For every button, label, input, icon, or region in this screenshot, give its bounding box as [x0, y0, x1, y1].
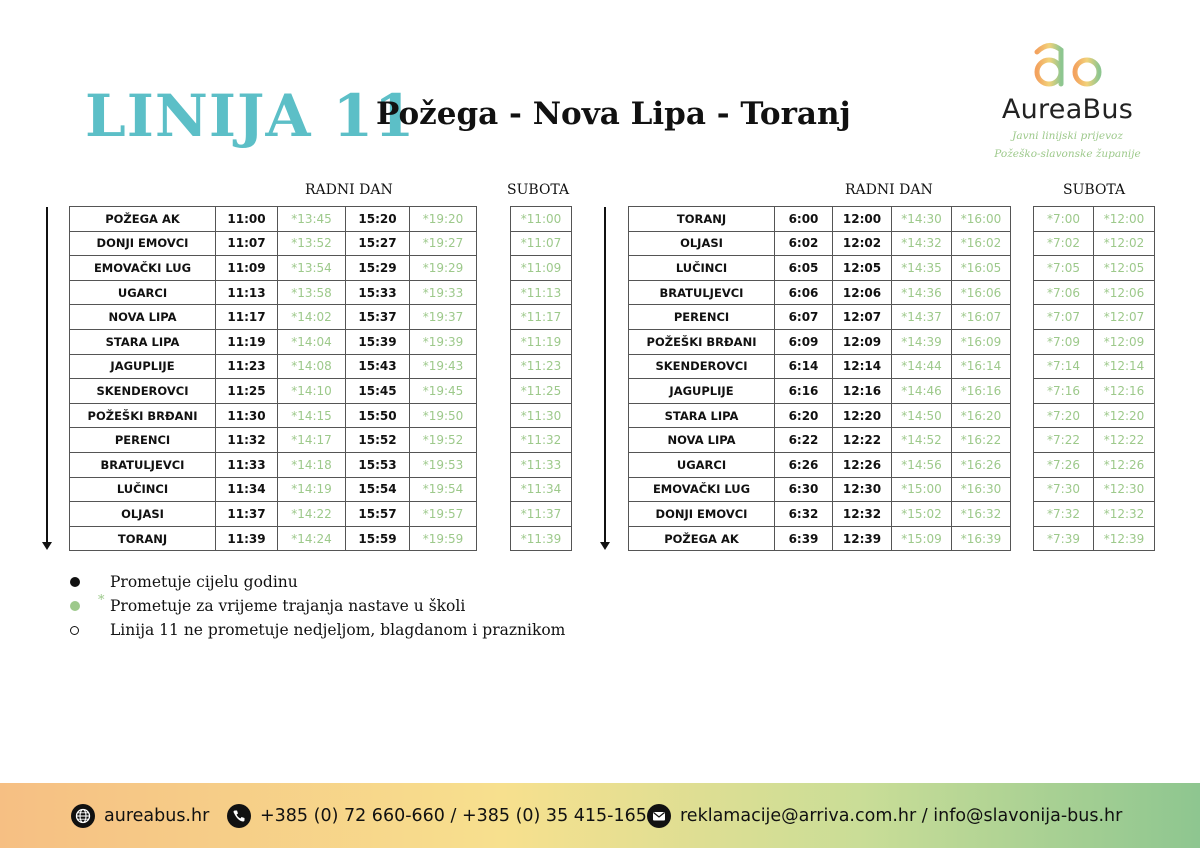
table-row — [629, 526, 1011, 551]
departure-time: *7:00 — [1034, 207, 1094, 232]
table-row — [511, 477, 572, 502]
departure-time: 11:30 — [216, 403, 278, 428]
departure-time: 6:00 — [775, 207, 833, 232]
departure-time: *19:45 — [410, 379, 477, 404]
stop-name: POŽEGA AK — [629, 526, 775, 551]
departure-time: *7:14 — [1034, 354, 1094, 379]
departure-time: 11:07 — [216, 231, 278, 256]
stop-name: NOVA LIPA — [70, 305, 216, 330]
departure-time: 6:26 — [775, 452, 833, 477]
departure-time: *16:22 — [952, 428, 1011, 453]
departure-time: 15:27 — [346, 231, 410, 256]
departure-time: *14:39 — [892, 329, 952, 354]
table-row — [511, 305, 572, 330]
departure-time: *14:56 — [892, 452, 952, 477]
timetable-pozega-toranj-saturday — [510, 206, 572, 551]
table-row — [1034, 428, 1155, 453]
departure-time: 6:22 — [775, 428, 833, 453]
table-row — [511, 329, 572, 354]
departure-time: *19:59 — [410, 526, 477, 551]
departure-time: 6:32 — [775, 502, 833, 527]
departure-time: *11:19 — [511, 329, 572, 354]
departure-time: 12:14 — [833, 354, 892, 379]
table-row — [511, 526, 572, 551]
departure-time: *12:26 — [1094, 452, 1155, 477]
departure-time: *19:29 — [410, 256, 477, 281]
departure-time: 12:07 — [833, 305, 892, 330]
departure-time: *12:09 — [1094, 329, 1155, 354]
route-title: Požega - Nova Lipa - Toranj — [376, 96, 851, 132]
departure-time: *19:33 — [410, 280, 477, 305]
stop-name: OLJASI — [70, 502, 216, 527]
departure-time: *19:50 — [410, 403, 477, 428]
legend-all-year-text: Prometuje cijelu godinu — [110, 573, 298, 591]
table-row — [1034, 477, 1155, 502]
stop-name: BRATULJEVCI — [629, 280, 775, 305]
departure-time: *14:32 — [892, 231, 952, 256]
timetable-toranj-pozega-saturday — [1033, 206, 1155, 551]
departure-time: 6:09 — [775, 329, 833, 354]
departure-time: 11:37 — [216, 502, 278, 527]
departure-time: 15:50 — [346, 403, 410, 428]
departure-time: 15:37 — [346, 305, 410, 330]
departure-time: *19:53 — [410, 452, 477, 477]
aureabus-logo — [985, 38, 1150, 161]
table-row — [1034, 354, 1155, 379]
table-row — [629, 329, 1011, 354]
logo-tagline-2: Požeško-slavonske županije — [994, 148, 1141, 160]
departure-time: *16:30 — [952, 477, 1011, 502]
stop-name: POŽEŠKI BRĐANI — [629, 329, 775, 354]
departure-time: *16:02 — [952, 231, 1011, 256]
departure-time: 11:17 — [216, 305, 278, 330]
departure-time: *14:44 — [892, 354, 952, 379]
stop-name: TORANJ — [629, 207, 775, 232]
departure-time: *14:19 — [278, 477, 346, 502]
departure-time: *16:14 — [952, 354, 1011, 379]
departure-time: *16:06 — [952, 280, 1011, 305]
departure-time: *16:05 — [952, 256, 1011, 281]
departure-time: 11:34 — [216, 477, 278, 502]
departure-time: *15:02 — [892, 502, 952, 527]
stop-name: TORANJ — [70, 526, 216, 551]
table-row — [1034, 305, 1155, 330]
table-row — [511, 379, 572, 404]
departure-time: 11:23 — [216, 354, 278, 379]
direction-arrow-1 — [46, 207, 48, 548]
legend-no-sunday-text: Linija 11 ne prometuje nedjeljom, blagdanom i praznikom — [110, 621, 566, 639]
departure-time: 15:59 — [346, 526, 410, 551]
table-row — [1034, 231, 1155, 256]
table-row — [629, 477, 1011, 502]
departure-time: 12:26 — [833, 452, 892, 477]
departure-time: *14:36 — [892, 280, 952, 305]
departure-time: *12:06 — [1094, 280, 1155, 305]
departure-time: 11:00 — [216, 207, 278, 232]
stop-name: LUČINCI — [629, 256, 775, 281]
departure-time: *11:32 — [511, 428, 572, 453]
departure-time: *14:46 — [892, 379, 952, 404]
departure-time: *11:13 — [511, 280, 572, 305]
departure-time: *12:07 — [1094, 305, 1155, 330]
table-row — [70, 256, 477, 281]
departure-time: 12:09 — [833, 329, 892, 354]
table-row — [1034, 256, 1155, 281]
stop-name: POŽEŠKI BRĐANI — [70, 403, 216, 428]
stop-name: POŽEGA AK — [70, 207, 216, 232]
legend — [68, 570, 565, 642]
table-row — [1034, 280, 1155, 305]
phones-text: +385 (0) 72 660-660 / +385 (0) 35 415-165 — [260, 805, 647, 826]
departure-time: 11:33 — [216, 452, 278, 477]
departure-time: *7:09 — [1034, 329, 1094, 354]
table-row — [70, 207, 477, 232]
departure-time: 12:00 — [833, 207, 892, 232]
school-asterisk: * — [98, 593, 105, 608]
departure-time: *16:26 — [952, 452, 1011, 477]
departure-time: 15:43 — [346, 354, 410, 379]
departure-time: *19:37 — [410, 305, 477, 330]
departure-time: 6:05 — [775, 256, 833, 281]
table-row — [70, 280, 477, 305]
table-row — [629, 305, 1011, 330]
departure-time: *11:33 — [511, 452, 572, 477]
departure-time: 12:06 — [833, 280, 892, 305]
departure-time: *14:52 — [892, 428, 952, 453]
legend-no-sunday — [68, 618, 565, 642]
departure-time: *16:20 — [952, 403, 1011, 428]
table-row — [70, 526, 477, 551]
table-row — [511, 354, 572, 379]
table-row — [1034, 526, 1155, 551]
departure-time: *13:58 — [278, 280, 346, 305]
departure-time: *12:39 — [1094, 526, 1155, 551]
departure-time: 15:57 — [346, 502, 410, 527]
table-row — [629, 403, 1011, 428]
stop-name: JAGUPLIJE — [629, 379, 775, 404]
timetable-toranj-pozega-weekday — [628, 206, 1011, 551]
departure-time: 12:05 — [833, 256, 892, 281]
departure-time: 11:09 — [216, 256, 278, 281]
departure-time: 6:02 — [775, 231, 833, 256]
departure-time: 15:33 — [346, 280, 410, 305]
departure-time: 11:25 — [216, 379, 278, 404]
departure-time: 15:39 — [346, 329, 410, 354]
departure-time: 15:54 — [346, 477, 410, 502]
departure-time: *7:16 — [1034, 379, 1094, 404]
table-row — [629, 256, 1011, 281]
departure-time: *16:00 — [952, 207, 1011, 232]
departure-time: *7:30 — [1034, 477, 1094, 502]
departure-time: *7:06 — [1034, 280, 1094, 305]
stop-name: DONJI EMOVCI — [70, 231, 216, 256]
departure-time: *12:05 — [1094, 256, 1155, 281]
departure-time: *14:04 — [278, 329, 346, 354]
departure-time: *12:14 — [1094, 354, 1155, 379]
globe-icon — [71, 804, 95, 828]
table-row — [629, 207, 1011, 232]
table-row — [1034, 207, 1155, 232]
stop-name: STARA LIPA — [629, 403, 775, 428]
departure-time: *11:17 — [511, 305, 572, 330]
departure-time: *11:00 — [511, 207, 572, 232]
table-row — [511, 256, 572, 281]
departure-time: 12:30 — [833, 477, 892, 502]
departure-time: *11:34 — [511, 477, 572, 502]
departure-time: *7:07 — [1034, 305, 1094, 330]
logo-brand: AureaBus — [1001, 94, 1134, 125]
table-row — [1034, 452, 1155, 477]
logo-tagline-1: Javni linijski prijevoz — [1012, 130, 1123, 142]
departure-time: *11:30 — [511, 403, 572, 428]
table-row — [511, 207, 572, 232]
departure-time: *19:27 — [410, 231, 477, 256]
stop-name: EMOVAČKI LUG — [70, 256, 216, 281]
table-row — [70, 452, 477, 477]
table-row — [70, 231, 477, 256]
stop-name: JAGUPLIJE — [70, 354, 216, 379]
departure-time: *12:22 — [1094, 428, 1155, 453]
legend-school — [68, 594, 565, 618]
weekday-header-2: RADNI DAN — [845, 182, 933, 198]
departure-time: 12:02 — [833, 231, 892, 256]
stop-name: EMOVAČKI LUG — [629, 477, 775, 502]
departure-time: 11:39 — [216, 526, 278, 551]
departure-time: *11:07 — [511, 231, 572, 256]
table-row — [70, 354, 477, 379]
departure-time: *16:39 — [952, 526, 1011, 551]
stop-name: LUČINCI — [70, 477, 216, 502]
stop-name: SKENDEROVCI — [70, 379, 216, 404]
departure-time: 6:06 — [775, 280, 833, 305]
stop-name: STARA LIPA — [70, 329, 216, 354]
departure-time: 11:19 — [216, 329, 278, 354]
departure-time: *19:43 — [410, 354, 477, 379]
departure-time: *14:50 — [892, 403, 952, 428]
departure-time: *14:17 — [278, 428, 346, 453]
departure-time: 15:20 — [346, 207, 410, 232]
stop-name: PERENCI — [629, 305, 775, 330]
table-row — [629, 379, 1011, 404]
saturday-header-2: SUBOTA — [1063, 182, 1126, 198]
table-row — [1034, 502, 1155, 527]
saturday-header-1: SUBOTA — [507, 182, 570, 198]
departure-time: *19:39 — [410, 329, 477, 354]
departure-time: *11:09 — [511, 256, 572, 281]
stop-name: SKENDEROVCI — [629, 354, 775, 379]
departure-time: *11:37 — [511, 502, 572, 527]
departure-time: *11:23 — [511, 354, 572, 379]
departure-time: 15:45 — [346, 379, 410, 404]
black-dot-icon — [70, 577, 80, 587]
stop-name: OLJASI — [629, 231, 775, 256]
stop-name: BRATULJEVCI — [70, 452, 216, 477]
direction-arrow-2 — [604, 207, 606, 548]
departure-time: *15:00 — [892, 477, 952, 502]
departure-time: *12:00 — [1094, 207, 1155, 232]
departure-time: 12:22 — [833, 428, 892, 453]
table-row — [70, 403, 477, 428]
table-row — [70, 379, 477, 404]
departure-time: *19:57 — [410, 502, 477, 527]
departure-time: *7:20 — [1034, 403, 1094, 428]
departure-time: *11:39 — [511, 526, 572, 551]
departure-time: *14:08 — [278, 354, 346, 379]
departure-time: *7:26 — [1034, 452, 1094, 477]
departure-time: 15:52 — [346, 428, 410, 453]
table-row — [511, 502, 572, 527]
table-row — [70, 477, 477, 502]
departure-time: *19:52 — [410, 428, 477, 453]
green-dot-icon — [70, 601, 80, 611]
departure-time: 6:39 — [775, 526, 833, 551]
stop-name: PERENCI — [70, 428, 216, 453]
footer-emails[interactable] — [647, 783, 1122, 848]
departure-time: *14:35 — [892, 256, 952, 281]
departure-time: *7:22 — [1034, 428, 1094, 453]
footer-contact-bar — [0, 783, 1200, 848]
departure-time: *19:54 — [410, 477, 477, 502]
emails-text: reklamacije@arriva.com.hr / info@slavonija-bus.hr — [680, 805, 1123, 826]
stop-name: NOVA LIPA — [629, 428, 775, 453]
footer-website[interactable] — [71, 783, 209, 848]
footer-phones[interactable] — [227, 783, 647, 848]
departure-time: 6:20 — [775, 403, 833, 428]
phone-icon — [227, 804, 251, 828]
departure-time: *16:32 — [952, 502, 1011, 527]
departure-time: 6:07 — [775, 305, 833, 330]
departure-time: 12:20 — [833, 403, 892, 428]
legend-all-year — [68, 570, 565, 594]
departure-time: 6:16 — [775, 379, 833, 404]
stop-name: UGARCI — [70, 280, 216, 305]
mail-icon — [647, 804, 671, 828]
departure-time: *16:09 — [952, 329, 1011, 354]
departure-time: 6:30 — [775, 477, 833, 502]
table-row — [1034, 403, 1155, 428]
departure-time: 12:39 — [833, 526, 892, 551]
departure-time: 11:32 — [216, 428, 278, 453]
departure-time: *19:20 — [410, 207, 477, 232]
departure-time: 15:29 — [346, 256, 410, 281]
table-row — [629, 502, 1011, 527]
departure-time: *14:30 — [892, 207, 952, 232]
weekday-header-1: RADNI DAN — [305, 182, 393, 198]
departure-time: *14:24 — [278, 526, 346, 551]
logo-mark-icon — [1027, 38, 1109, 92]
table-row — [511, 231, 572, 256]
table-row — [629, 231, 1011, 256]
departure-time: *7:39 — [1034, 526, 1094, 551]
departure-time: *12:30 — [1094, 477, 1155, 502]
departure-time: 11:13 — [216, 280, 278, 305]
stop-name: UGARCI — [629, 452, 775, 477]
table-row — [70, 502, 477, 527]
departure-time: *7:02 — [1034, 231, 1094, 256]
table-row — [70, 329, 477, 354]
departure-time: *15:09 — [892, 526, 952, 551]
departure-time: *14:22 — [278, 502, 346, 527]
departure-time: *14:10 — [278, 379, 346, 404]
table-row — [1034, 379, 1155, 404]
table-row — [511, 280, 572, 305]
table-row — [70, 305, 477, 330]
departure-time: *12:02 — [1094, 231, 1155, 256]
table-row — [629, 428, 1011, 453]
hollow-dot-icon — [70, 626, 79, 635]
departure-time: *16:16 — [952, 379, 1011, 404]
departure-time: *16:07 — [952, 305, 1011, 330]
stop-name: DONJI EMOVCI — [629, 502, 775, 527]
table-row — [629, 452, 1011, 477]
departure-time: *11:25 — [511, 379, 572, 404]
departure-time: 12:16 — [833, 379, 892, 404]
departure-time: *13:54 — [278, 256, 346, 281]
departure-time: *13:52 — [278, 231, 346, 256]
departure-time: *14:15 — [278, 403, 346, 428]
departure-time: *13:45 — [278, 207, 346, 232]
departure-time: *12:32 — [1094, 502, 1155, 527]
table-row — [511, 452, 572, 477]
line-title: LINIJA 11 — [85, 82, 416, 150]
departure-time: *14:37 — [892, 305, 952, 330]
table-row — [629, 354, 1011, 379]
timetable-pozega-toranj-weekday — [69, 206, 477, 551]
departure-time: *14:02 — [278, 305, 346, 330]
departure-time: *14:18 — [278, 452, 346, 477]
table-row — [629, 280, 1011, 305]
table-row — [511, 428, 572, 453]
departure-time: 6:14 — [775, 354, 833, 379]
departure-time: *7:05 — [1034, 256, 1094, 281]
website-text: aureabus.hr — [104, 805, 210, 826]
legend-school-text: Prometuje za vrijeme trajanja nastave u školi — [110, 597, 466, 615]
departure-time: 12:32 — [833, 502, 892, 527]
table-row — [511, 403, 572, 428]
table-row — [1034, 329, 1155, 354]
departure-time: *12:20 — [1094, 403, 1155, 428]
departure-time: *7:32 — [1034, 502, 1094, 527]
departure-time: 15:53 — [346, 452, 410, 477]
table-row — [70, 428, 477, 453]
departure-time: *12:16 — [1094, 379, 1155, 404]
